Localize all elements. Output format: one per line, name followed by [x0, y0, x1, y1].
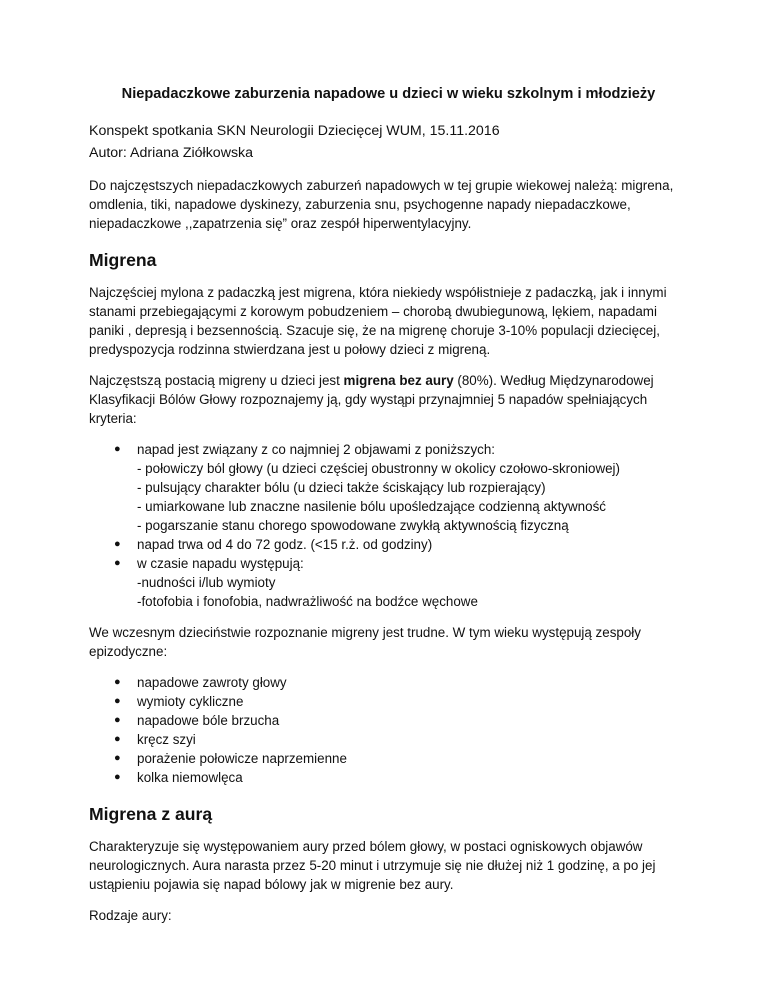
criteria-item-text: w czasie napadu występują: — [137, 556, 304, 571]
criteria-item-text: napad trwa od 4 do 72 godz. (<15 r.ż. od godziny) — [137, 537, 433, 552]
criteria-item — [114, 554, 682, 611]
aura-types-label: Rodzaje aury: — [89, 908, 172, 923]
section-heading-migrena: Migrena — [89, 250, 157, 270]
meeting-info: Konspekt spotkania SKN Neurologii Dziecięcej WUM, 15.11.2016 — [89, 123, 500, 139]
bullet-icon: ● — [114, 557, 121, 569]
bullet-icon: ● — [114, 695, 121, 707]
episodic-item — [114, 711, 682, 730]
episodic-item-text: kręcz szyi — [137, 732, 196, 747]
criteria-subitem: - pulsujący charakter bólu (u dzieci także ściskający lub rozpierający) — [137, 480, 546, 495]
criteria-subitem: -fotofobia i fonofobia, nadwrażliwość na bodźce węchowe — [137, 594, 478, 609]
criteria-subitem: -nudności i/lub wymioty — [137, 575, 276, 590]
episodic-item-text: porażenie połowicze naprzemienne — [137, 751, 347, 766]
migrena-paragraph-1: Najczęściej mylona z padaczką jest migrena, która niekiedy współistnieje z padaczką, jak i innymi stanami przebiegającymi z korowym pobudzeniem – chorobą dwubiegunową, lękiem, napadami paniki , depresją i bezsennością. Szacuje się, że na migrenę choruje 3-10% populacji dziecięcej, predyspozycja rodzinna stwierdzana jest u połowy dzieci z migreną. — [89, 285, 667, 357]
bullet-icon: ● — [114, 538, 121, 550]
episodic-item-text: kolka niemowlęca — [137, 770, 243, 785]
migrena-paragraph-3: We wczesnym dzieciństwie rozpoznanie migreny jest trudne. W tym wieku występują zespoły epizodyczne: — [89, 625, 641, 659]
intro-paragraph: Do najczęstszych niepadaczkowych zaburzeń napadowych w tej grupie wiekowej należą: migrena, omdlenia, tiki, napadowe dyskinezy, zaburzenia snu, psychogenne napady niepadaczkowe, niepadaczkowe ,,zapatrzenia się” oraz zespół hiperwentylacyjny. — [89, 178, 674, 231]
criteria-list — [89, 440, 682, 611]
bullet-icon: ● — [114, 733, 121, 745]
aura-paragraph-1: Charakteryzuje się występowaniem aury przed bólem głowy, w postaci ogniskowych objawów neurologicznych. Aura narasta przez 5-20 minut i utrzymuje się nie dłużej niż 1 godzinę, a po jej ustąpieniu pojawia się napad bólowy jak w migrenie bez aury. — [89, 839, 656, 892]
bullet-icon: ● — [114, 752, 121, 764]
section-heading-migrena-z-aura: Migrena z aurą — [89, 804, 213, 824]
bullet-icon: ● — [114, 676, 121, 688]
author-info: Autor: Adriana Ziółkowska — [89, 145, 254, 161]
migrena-paragraph-2-end: (80%). Według Międzynarodowej Klasyfikacji Bólów Głowy rozpoznajemy ją, gdy wystąpi przynajmniej 5 napadów spełniających kryteria: — [89, 373, 654, 426]
episodic-item-text: napadowe bóle brzucha — [137, 713, 280, 728]
episodic-list — [89, 673, 682, 787]
document-meta — [89, 120, 682, 164]
episodic-item — [114, 768, 682, 787]
document-title: Niepadaczkowe zaburzenia napadowe u dzieci w wieku szkolnym i młodzieży — [121, 86, 656, 102]
episodic-item — [114, 692, 682, 711]
episodic-item — [114, 730, 682, 749]
criteria-item — [114, 535, 682, 554]
criteria-subitem: - pogarszanie stanu chorego spowodowane zwykłą aktywnością fizyczną — [137, 518, 569, 533]
bullet-icon: ● — [114, 714, 121, 726]
criteria-subitem: - umiarkowane lub znaczne nasilenie bólu upośledzające codzienną aktywność — [137, 499, 606, 514]
migrena-paragraph-2-start: Najczęstszą postacią migreny u dzieci jest — [89, 373, 344, 388]
episodic-item-text: wymioty cykliczne — [137, 694, 244, 709]
bullet-icon: ● — [114, 771, 121, 783]
criteria-item — [114, 440, 682, 535]
bullet-icon: ● — [114, 443, 121, 455]
migrena-bez-aury-bold: migrena bez aury — [343, 373, 454, 388]
migrena-paragraph-2 — [89, 371, 682, 428]
episodic-item — [114, 673, 682, 692]
episodic-item — [114, 749, 682, 768]
criteria-subitem: - połowiczy ból głowy (u dzieci częściej obustronny w okolicy czołowo-skroniowej) — [137, 461, 620, 476]
criteria-item-text: napad jest związany z co najmniej 2 objawami z poniższych: — [137, 442, 496, 457]
episodic-item-text: napadowe zawroty głowy — [137, 675, 287, 690]
